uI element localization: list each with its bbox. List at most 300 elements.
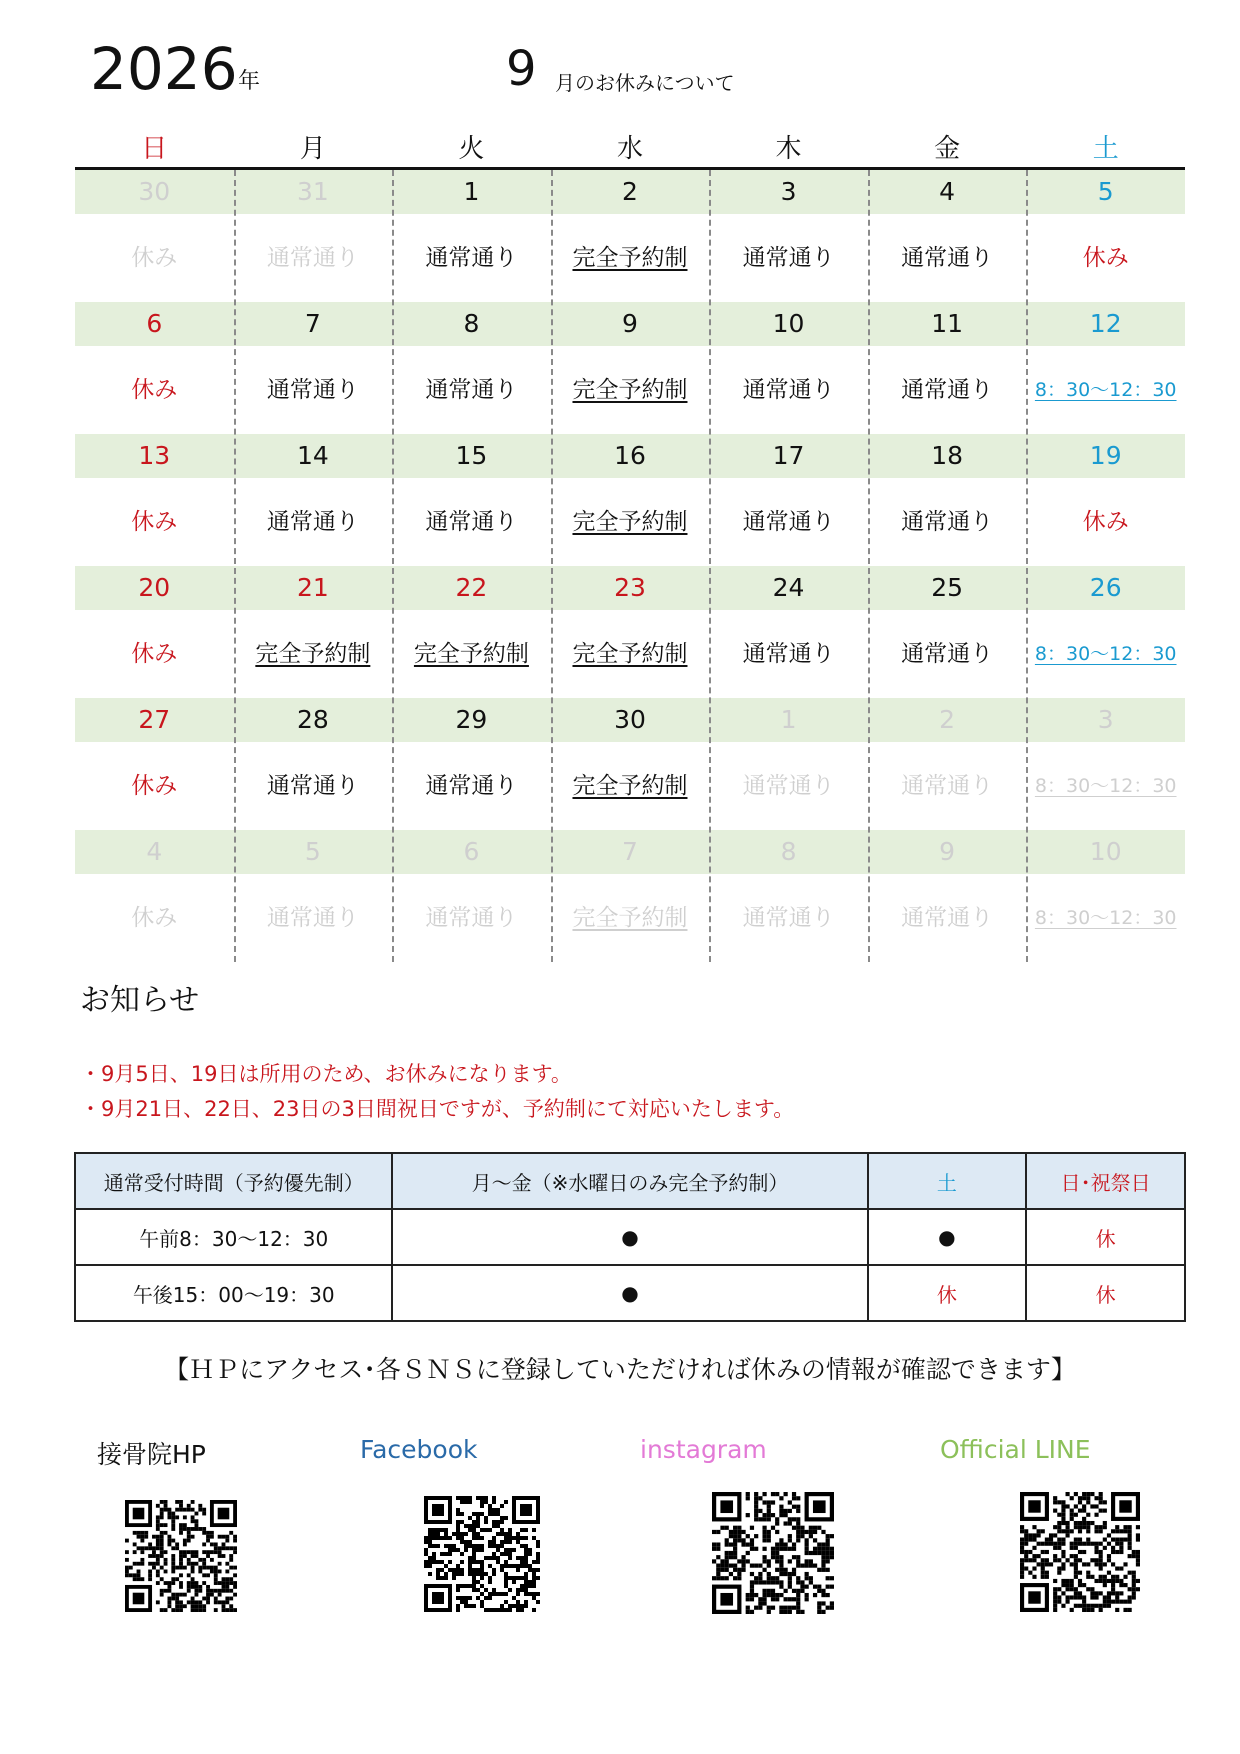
qr-module (468, 1604, 472, 1608)
day-number: 2 (939, 705, 956, 734)
qr-module (1045, 1562, 1049, 1566)
day-number: 27 (138, 705, 171, 734)
qr-module (214, 1546, 218, 1550)
qr-module (484, 1572, 488, 1576)
qr-module (214, 1581, 218, 1585)
qr-module (767, 1513, 771, 1517)
qr-module (784, 1547, 788, 1551)
qr-module (183, 1542, 187, 1546)
qr-module (775, 1568, 779, 1572)
qr-module (758, 1580, 762, 1584)
qr-module (1099, 1492, 1103, 1496)
hours-row-afternoon (75, 1265, 1185, 1321)
qr-module (222, 1585, 226, 1589)
qr-module (826, 1542, 830, 1546)
qr-module (1107, 1571, 1111, 1575)
qr-module (796, 1521, 800, 1525)
qr-module (754, 1496, 758, 1500)
qr-module (456, 1564, 460, 1568)
qr-module (821, 1589, 825, 1593)
qr-module (198, 1566, 202, 1570)
weekday-thu: 木 (775, 134, 802, 164)
qr-module (191, 1550, 195, 1554)
qr-module (1070, 1542, 1074, 1546)
qr-module (448, 1536, 452, 1540)
qr-module (532, 1608, 536, 1612)
qr-module (206, 1531, 210, 1535)
qr-module (826, 1606, 830, 1610)
qr-module (464, 1524, 468, 1528)
qr-module (191, 1554, 195, 1558)
qr-module (767, 1559, 771, 1563)
qr-module (767, 1530, 771, 1534)
sns-label-line: Official LINE (940, 1435, 1091, 1464)
qr-module (488, 1556, 492, 1560)
hours-header-saturday: 土 (868, 1153, 1027, 1209)
day-number: 6 (146, 309, 163, 338)
qr-module (1057, 1500, 1061, 1504)
qr-module (733, 1555, 737, 1559)
qr-module (536, 1560, 540, 1564)
qr-module (195, 1600, 199, 1604)
qr-module (464, 1604, 468, 1608)
qr-module (1074, 1504, 1078, 1508)
qr-module (1119, 1538, 1123, 1542)
qr-module (779, 1505, 783, 1509)
qr-module (504, 1580, 508, 1584)
hours-cell-saturday: 休 (868, 1265, 1027, 1321)
qr-module (504, 1500, 508, 1504)
qr-module (424, 1560, 428, 1564)
qr-module (171, 1554, 175, 1558)
qr-module (440, 1560, 444, 1564)
qr-module (536, 1592, 540, 1596)
qr-module (809, 1559, 813, 1563)
qr-module (456, 1584, 460, 1588)
qr-module (484, 1596, 488, 1600)
qr-module (532, 1584, 536, 1588)
qr-module (468, 1544, 472, 1548)
qr-module (496, 1556, 500, 1560)
day-status: 通常通り (425, 377, 518, 403)
qr-module (229, 1531, 233, 1535)
qr-module (524, 1604, 528, 1608)
qr-module (152, 1546, 156, 1550)
qr-module (428, 1536, 432, 1540)
qr-module (144, 1535, 148, 1539)
qr-module (1115, 1591, 1119, 1595)
qr-module (179, 1581, 183, 1585)
qr-module (233, 1550, 237, 1554)
qr-module (1128, 1595, 1132, 1599)
qr-module (821, 1551, 825, 1555)
qr-module (1041, 1542, 1045, 1546)
qr-module (520, 1588, 524, 1592)
qr-module (492, 1536, 496, 1540)
qr-module (1061, 1550, 1065, 1554)
qr-module (821, 1559, 825, 1563)
qr-module (171, 1558, 175, 1562)
qr-module (1086, 1529, 1090, 1533)
qr-module (156, 1554, 160, 1558)
qr-module (792, 1496, 796, 1500)
qr-module (1053, 1600, 1057, 1604)
qr-module (779, 1509, 783, 1513)
qr-module (1078, 1550, 1082, 1554)
qr-module (500, 1528, 504, 1532)
qr-module (1020, 1571, 1024, 1575)
qr-module (536, 1552, 540, 1556)
qr-module (210, 1542, 214, 1546)
qr-module (229, 1554, 233, 1558)
qr-code-hp-icon[interactable] (125, 1500, 237, 1612)
qr-module (480, 1576, 484, 1580)
qr-module (424, 1552, 428, 1556)
qr-module (784, 1606, 788, 1610)
qr-module (468, 1500, 472, 1504)
qr-module (1037, 1542, 1041, 1546)
qr-module (160, 1554, 164, 1558)
qr-module (762, 1517, 766, 1521)
qr-module (160, 1508, 164, 1512)
qr-module (1111, 1575, 1115, 1579)
qr-module (746, 1513, 750, 1517)
qr-module (1053, 1608, 1057, 1612)
qr-module (1082, 1562, 1086, 1566)
qr-module (1119, 1550, 1123, 1554)
qr-module (1099, 1509, 1103, 1513)
qr-module (788, 1597, 792, 1601)
qr-module (775, 1559, 779, 1563)
qr-module (492, 1540, 496, 1544)
qr-module (160, 1512, 164, 1516)
qr-finder-module (720, 1593, 733, 1606)
qr-module (767, 1534, 771, 1538)
qr-module (733, 1568, 737, 1572)
qr-module (191, 1535, 195, 1539)
qr-module (1028, 1571, 1032, 1575)
qr-module (456, 1528, 460, 1532)
qr-module (779, 1555, 783, 1559)
qr-module (1032, 1533, 1036, 1537)
qr-module (729, 1555, 733, 1559)
qr-module (472, 1532, 476, 1536)
qr-module (164, 1508, 168, 1512)
qr-module (1061, 1509, 1065, 1513)
calendar-week (75, 434, 1185, 566)
qr-module (524, 1576, 528, 1580)
qr-module (428, 1572, 432, 1576)
qr-module (225, 1539, 229, 1543)
qr-module (191, 1604, 195, 1608)
qr-module (225, 1589, 229, 1593)
qr-module (137, 1531, 141, 1535)
qr-module (1094, 1529, 1098, 1533)
qr-module (1094, 1542, 1098, 1546)
qr-module (779, 1572, 783, 1576)
qr-module (779, 1610, 783, 1614)
qr-module (480, 1536, 484, 1540)
qr-module (484, 1520, 488, 1524)
qr-module (775, 1542, 779, 1546)
qr-module (144, 1546, 148, 1550)
qr-module (516, 1600, 520, 1604)
qr-module (488, 1592, 492, 1596)
qr-module (1094, 1496, 1098, 1500)
qr-module (784, 1513, 788, 1517)
qr-module (733, 1551, 737, 1555)
qr-module (1078, 1496, 1082, 1500)
title-year-suffix: 年 (238, 69, 261, 94)
qr-module (460, 1512, 464, 1516)
qr-module (524, 1600, 528, 1604)
calendar-weeks (75, 170, 1185, 962)
qr-module (218, 1535, 222, 1539)
status-row (75, 874, 1185, 962)
qr-module (821, 1593, 825, 1597)
qr-module (472, 1556, 476, 1560)
qr-module (202, 1512, 206, 1516)
qr-module (528, 1568, 532, 1572)
day-number: 18 (931, 441, 964, 470)
qr-module (1066, 1583, 1070, 1587)
qr-module (460, 1572, 464, 1576)
day-status: 休み (1082, 509, 1129, 535)
qr-module (198, 1558, 202, 1562)
qr-module (468, 1560, 472, 1564)
qr-module (1099, 1525, 1103, 1529)
qr-module (171, 1515, 175, 1519)
qr-module (476, 1568, 480, 1572)
qr-module (460, 1540, 464, 1544)
qr-module (140, 1562, 144, 1566)
qr-module (524, 1552, 528, 1556)
qr-module (500, 1540, 504, 1544)
day-status: 通常通り (266, 245, 359, 271)
qr-finder-module (1028, 1500, 1040, 1512)
qr-module (1128, 1608, 1132, 1612)
qr-module (504, 1608, 508, 1612)
qr-module (179, 1554, 183, 1558)
qr-module (1082, 1496, 1086, 1500)
qr-module (1115, 1566, 1119, 1570)
day-number: 9 (939, 837, 956, 866)
qr-module (1078, 1542, 1082, 1546)
qr-module (500, 1504, 504, 1508)
status-row (75, 742, 1185, 830)
qr-module (468, 1556, 472, 1560)
qr-module (1045, 1542, 1049, 1546)
qr-module (133, 1542, 137, 1546)
qr-module (1061, 1504, 1065, 1508)
qr-module (171, 1523, 175, 1527)
day-number: 4 (939, 177, 956, 206)
qr-module (1061, 1521, 1065, 1525)
qr-module (1111, 1529, 1115, 1533)
qr-module (1132, 1595, 1136, 1599)
qr-module (716, 1555, 720, 1559)
qr-module (1103, 1509, 1107, 1513)
qr-module (1119, 1566, 1123, 1570)
qr-module (156, 1527, 160, 1531)
hours-cell-weekdays: ● (392, 1265, 867, 1321)
qr-module (1119, 1546, 1123, 1550)
qr-module (716, 1530, 720, 1534)
qr-code-line-icon[interactable] (1020, 1492, 1140, 1612)
qr-module (779, 1547, 783, 1551)
qr-module (440, 1536, 444, 1540)
qr-module (779, 1496, 783, 1500)
qr-module (771, 1492, 775, 1496)
qr-module (179, 1523, 183, 1527)
qr-module (195, 1562, 199, 1566)
day-status: 休み (131, 377, 178, 403)
qr-module (229, 1546, 233, 1550)
qr-module (792, 1505, 796, 1509)
qr-module (771, 1593, 775, 1597)
qr-module (1066, 1579, 1070, 1583)
qr-module (428, 1544, 432, 1548)
qr-module (826, 1534, 830, 1538)
qr-module (456, 1508, 460, 1512)
qr-module (456, 1524, 460, 1528)
qr-module (750, 1610, 754, 1614)
qr-module (520, 1560, 524, 1564)
qr-module (754, 1547, 758, 1551)
qr-module (516, 1604, 520, 1608)
qr-module (500, 1552, 504, 1556)
qr-module (160, 1500, 164, 1504)
qr-module (762, 1534, 766, 1538)
qr-module (156, 1504, 160, 1508)
qr-module (1111, 1562, 1115, 1566)
qr-module (198, 1600, 202, 1604)
qr-module (1099, 1566, 1103, 1570)
qr-module (536, 1544, 540, 1548)
hours-cell-time: 午前8：30～12：30 (75, 1209, 392, 1265)
qr-module (1099, 1554, 1103, 1558)
day-status: 8：30～12：30 (1034, 775, 1177, 797)
day-status: 通常通り (901, 245, 994, 271)
qr-module (1123, 1538, 1127, 1542)
qr-module (1086, 1575, 1090, 1579)
qr-module (222, 1608, 226, 1612)
qr-module (187, 1585, 191, 1589)
qr-module (1107, 1600, 1111, 1604)
qr-module (164, 1608, 168, 1612)
sns-label-facebook: Facebook (360, 1435, 478, 1464)
date-row (75, 566, 1185, 610)
qr-module (508, 1604, 512, 1608)
hours-table (74, 1152, 1186, 1322)
qr-module (826, 1551, 830, 1555)
qr-module (826, 1547, 830, 1551)
qr-module (144, 1531, 148, 1535)
qr-module (528, 1548, 532, 1552)
qr-module (164, 1550, 168, 1554)
qr-module (448, 1548, 452, 1552)
qr-code-facebook-icon[interactable] (424, 1496, 540, 1612)
qr-module (1099, 1579, 1103, 1583)
day-number: 30 (614, 705, 646, 734)
qr-module (480, 1548, 484, 1552)
qr-module (202, 1597, 206, 1601)
day-status: 通常通り (901, 905, 994, 931)
qr-module (1024, 1538, 1028, 1542)
qr-module (175, 1604, 179, 1608)
qr-module (746, 1610, 750, 1614)
qr-module (1041, 1550, 1045, 1554)
day-number: 20 (138, 573, 171, 602)
qr-module (140, 1539, 144, 1543)
qr-module (492, 1568, 496, 1572)
qr-module (1103, 1604, 1107, 1608)
qr-module (218, 1593, 222, 1597)
qr-module (137, 1546, 141, 1550)
qr-module (805, 1542, 809, 1546)
qr-module (1032, 1546, 1036, 1550)
qr-module (504, 1572, 508, 1576)
qr-module (202, 1508, 206, 1512)
qr-module (233, 1581, 237, 1585)
qr-module (160, 1515, 164, 1519)
day-number: 7 (622, 837, 638, 866)
qr-module (737, 1568, 741, 1572)
qr-module (179, 1566, 183, 1570)
qr-module (460, 1560, 464, 1564)
qr-module (1041, 1562, 1045, 1566)
qr-module (202, 1608, 206, 1612)
qr-module (148, 1554, 152, 1558)
qr-module (218, 1589, 222, 1593)
qr-module (1123, 1562, 1127, 1566)
qr-code-instagram-icon[interactable] (712, 1492, 834, 1614)
qr-module (206, 1589, 210, 1593)
qr-module (432, 1532, 436, 1536)
qr-module (137, 1535, 141, 1539)
qr-module (796, 1534, 800, 1538)
qr-module (504, 1560, 508, 1564)
qr-module (137, 1562, 141, 1566)
qr-module (468, 1540, 472, 1544)
qr-module (476, 1572, 480, 1576)
qr-module (1086, 1521, 1090, 1525)
qr-module (771, 1526, 775, 1530)
qr-module (532, 1580, 536, 1584)
qr-module (1053, 1500, 1057, 1504)
qr-module (472, 1576, 476, 1580)
qr-module (492, 1552, 496, 1556)
qr-module (800, 1530, 804, 1534)
qr-module (821, 1542, 825, 1546)
qr-module (476, 1588, 480, 1592)
qr-module (171, 1593, 175, 1597)
qr-module (1119, 1591, 1123, 1595)
qr-module (492, 1588, 496, 1592)
qr-module (1070, 1595, 1074, 1599)
qr-module (524, 1588, 528, 1592)
qr-module (775, 1551, 779, 1555)
qr-module (202, 1581, 206, 1585)
qr-module (488, 1608, 492, 1612)
qr-module (1066, 1504, 1070, 1508)
qr-module (460, 1496, 464, 1500)
qr-module (187, 1539, 191, 1543)
qr-module (464, 1496, 468, 1500)
qr-module (1132, 1554, 1136, 1558)
qr-module (1070, 1554, 1074, 1558)
qr-module (480, 1512, 484, 1516)
